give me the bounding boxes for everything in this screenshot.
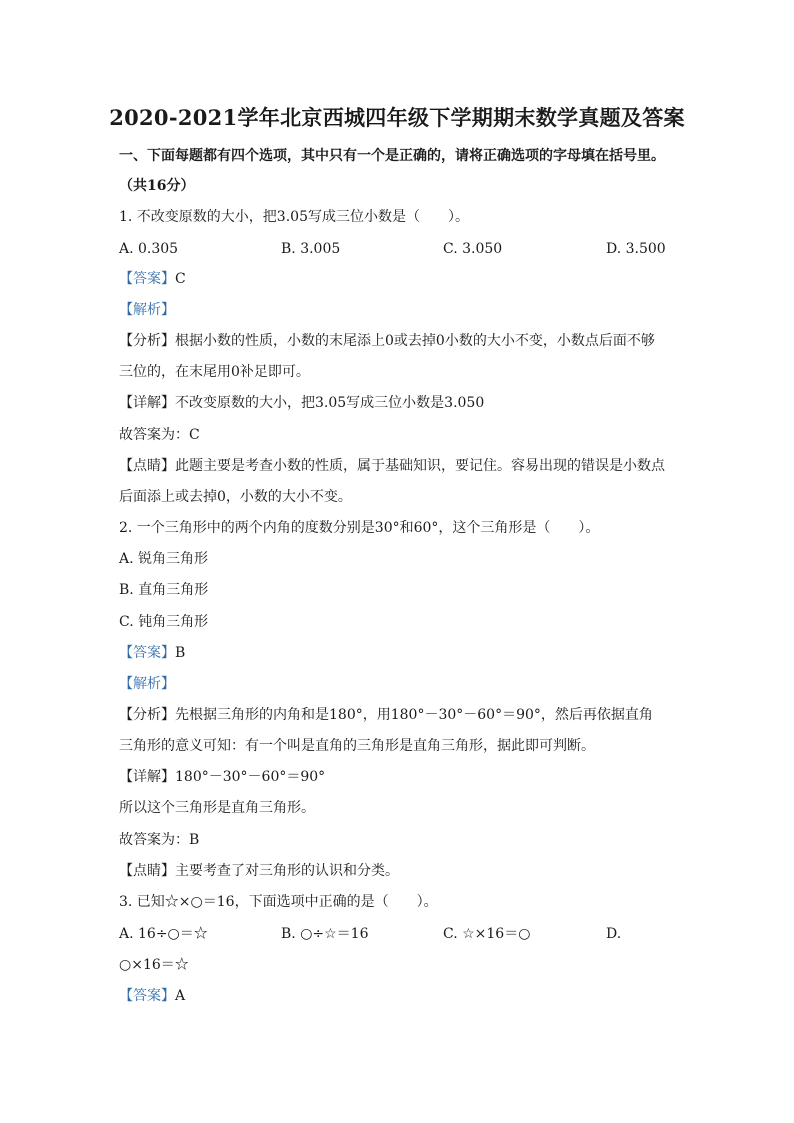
q2-conclusion: 故答案为：B xyxy=(119,832,200,848)
q1-option-b: B. 3.005 xyxy=(281,241,341,257)
q2-fenxi-cont: 三角形的意义可知：有一个叫是直角的三角形是直角三角形，据此即可判断。 xyxy=(119,738,595,754)
answer-value: C xyxy=(175,271,186,287)
answer-tag: 【答案】 xyxy=(119,271,175,287)
q2-analysis xyxy=(119,674,679,694)
fenxi-tag: 【分析】 xyxy=(119,707,175,723)
page-title: 2020-2021学年北京西城四年级下学期期末数学真题及答案 xyxy=(109,105,685,130)
xiangjie-tag: 【详解】 xyxy=(119,395,175,411)
q2-option-c: C. 钝角三角形 xyxy=(119,614,209,630)
question-3: 3. 已知☆×○＝16，下面选项中正确的是（ ）。 xyxy=(119,894,438,910)
q1-dianjing-cont: 后面添上或去掉0，小数的大小不变。 xyxy=(119,489,352,505)
q2-dianjing xyxy=(119,861,679,881)
q1-fenxi-cont: 三位的，在末尾用0补足即可。 xyxy=(119,364,310,380)
q2-answer xyxy=(119,643,679,663)
q1-dianjing xyxy=(119,456,679,476)
q1-analysis xyxy=(119,300,679,320)
q1-option-a: A. 0.305 xyxy=(119,241,179,257)
q1-answer xyxy=(119,269,679,289)
q2-fenxi xyxy=(119,705,679,725)
fenxi-text: 根据小数的性质，小数的末尾添上0或去掉0小数的大小不变，小数点后面不够 xyxy=(175,333,655,349)
fenxi-tag: 【分析】 xyxy=(119,333,175,349)
q1-fenxi xyxy=(119,331,679,351)
xiangjie-text: 不改变原数的大小，把3.05写成三位小数是3.050 xyxy=(175,395,485,411)
q1-conclusion: 故答案为：C xyxy=(119,427,200,443)
q2-option-a: A. 锐角三角形 xyxy=(119,551,209,567)
analysis-tag: 【解析】 xyxy=(119,676,175,692)
answer-value: A xyxy=(175,988,186,1004)
analysis-tag: 【解析】 xyxy=(119,302,175,318)
q1-option-d: D. 3.500 xyxy=(606,241,666,257)
question-1: 1. 不改变原数的大小，把3.05写成三位小数是（ ）。 xyxy=(119,209,469,225)
xiangjie-text: 180°－30°－60°＝90° xyxy=(175,769,326,785)
fenxi-text: 先根据三角形的内角和是180°，用180°－30°－60°＝90°，然后再依据直角 xyxy=(175,707,653,723)
q3-option-b: B. ○÷☆＝16 xyxy=(281,926,369,942)
answer-tag: 【答案】 xyxy=(119,645,175,661)
q2-xiangjie-cont: 所以这个三角形是直角三角形。 xyxy=(119,800,315,816)
answer-tag: 【答案】 xyxy=(119,988,175,1004)
q3-option-d-cont: ○×16＝☆ xyxy=(119,957,189,973)
dianjing-text: 此题主要是考查小数的性质，属于基础知识，要记住。容易出现的错误是小数点 xyxy=(175,458,665,474)
q3-option-c: C. ☆×16＝○ xyxy=(443,926,531,942)
q1-xiangjie xyxy=(119,393,679,413)
q1-option-c: C. 3.050 xyxy=(443,241,503,257)
q3-option-d: D. xyxy=(606,926,622,942)
q2-option-b: B. 直角三角形 xyxy=(119,582,209,598)
xiangjie-tag: 【详解】 xyxy=(119,769,175,785)
question-2: 2. 一个三角形中的两个内角的度数分别是30°和60°，这个三角形是（ ）。 xyxy=(119,520,600,536)
section-heading: 一、下面每题都有四个选项，其中只有一个是正确的，请将正确选项的字母填在括号里。 xyxy=(119,148,665,164)
section-points: （共16分） xyxy=(119,178,195,194)
dianjing-tag: 【点睛】 xyxy=(119,458,175,474)
q3-answer xyxy=(119,986,679,1006)
dianjing-text: 主要考查了对三角形的认识和分类。 xyxy=(175,863,399,879)
answer-value: B xyxy=(175,645,186,661)
dianjing-tag: 【点睛】 xyxy=(119,863,175,879)
q2-xiangjie xyxy=(119,767,679,787)
q3-option-a: A. 16÷○＝☆ xyxy=(119,926,208,942)
